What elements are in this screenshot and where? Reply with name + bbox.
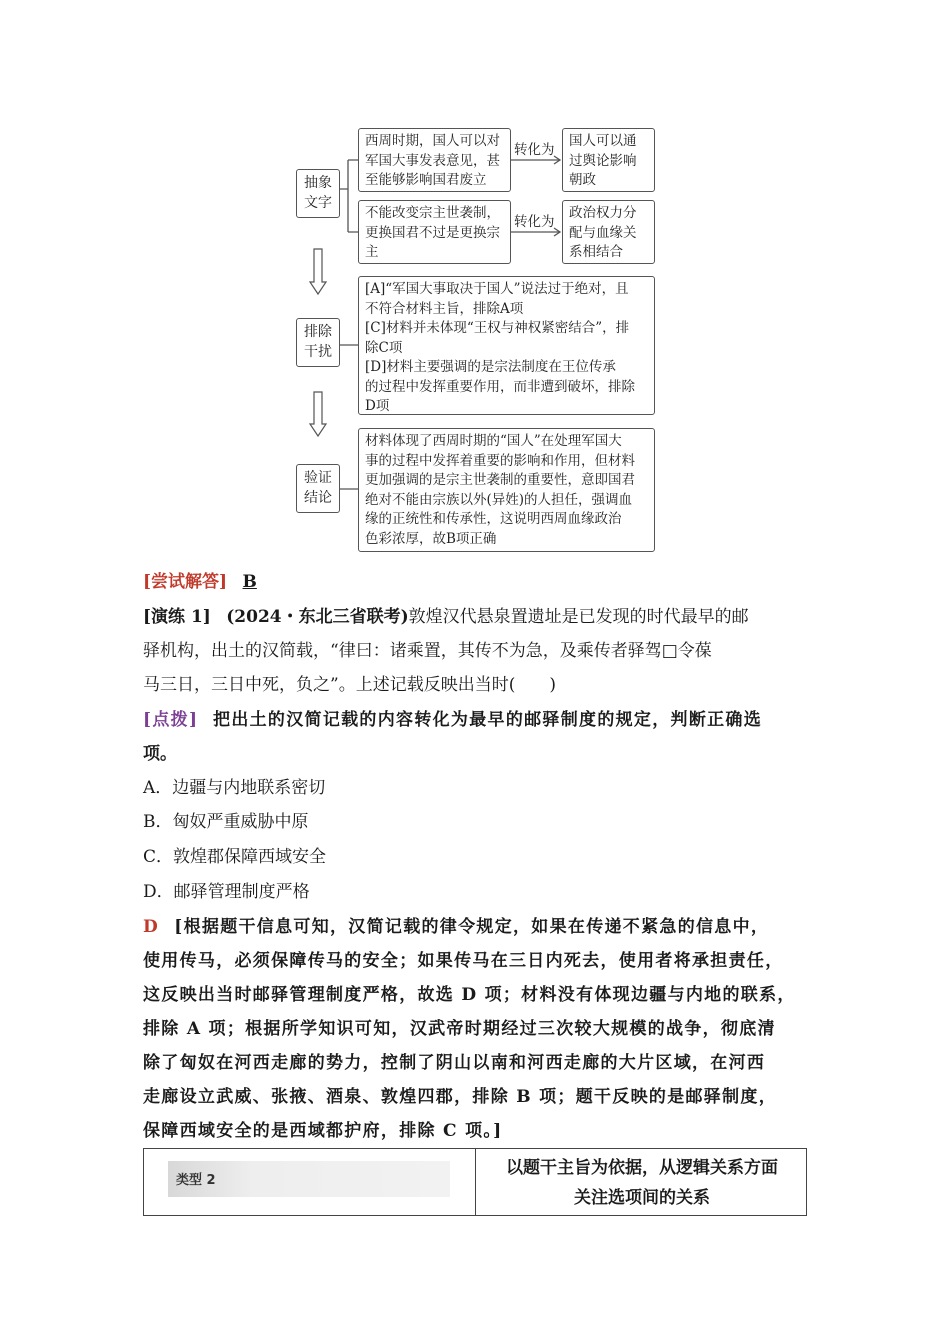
hint-line-1	[143, 703, 811, 737]
answer-line-2: 使用传马，必须保障传马的安全；如果传马在三日内死去，使用者将承担责任，	[143, 951, 784, 971]
hint-line-2: 项。	[143, 744, 177, 764]
option-d[interactable]: D．邮驿管理制度严格	[143, 882, 310, 902]
hint-tag: [点拨]	[143, 710, 199, 730]
bracket-line	[340, 160, 358, 232]
type-section-header	[143, 1148, 807, 1216]
option-a[interactable]: A．边疆与内地联系密切	[143, 778, 326, 798]
answer-text-1: [根据题干信息可知，汉简记载的律令规定，如果在传递不紧急的信息中，	[174, 917, 770, 937]
exercise-tag: [演练 1]	[143, 607, 211, 627]
type-title-line-1: 以题干主旨为依据，从逻辑关系方面	[506, 1158, 778, 1178]
answer-line-7: 保障西域安全的是西域都护府，排除 C 项。]	[143, 1121, 503, 1141]
exclude-line: D项	[365, 398, 390, 414]
attempt-value: B	[242, 572, 257, 592]
verify-line: 缘的正统性和传承性，这说明西周血缘政治	[365, 511, 622, 527]
exercise-source: (2024・东北三省联考)	[226, 607, 409, 627]
exclude-line: 除C项	[365, 339, 403, 356]
exercise-text-1: 敦煌汉代悬泉置遗址是已发现的时代最早的邮	[408, 607, 749, 627]
exclude-line: 不符合材料主旨，排除A项	[365, 300, 524, 317]
attempt-tag: [尝试解答]	[143, 572, 228, 592]
down-arrow-1	[310, 249, 326, 294]
exclude-line: [A]“军国大事取决于国人”说法过于绝对，且	[365, 281, 629, 297]
label-abstract-text: 抽象文字	[296, 169, 340, 218]
label-verify-conclusion: 验证结论	[296, 464, 340, 513]
box-verify	[358, 428, 655, 552]
verify-line: 色彩浓厚，故B项正确	[365, 530, 497, 547]
label-exclude-interference: 排除干扰	[296, 318, 340, 367]
exercise-line-1	[143, 600, 811, 634]
convert-label-1: 转化为	[514, 142, 555, 158]
answer-line-3: 这反映出当时邮驿管理制度严格，故选 D 项；材料没有体现边疆与内地的联系，	[143, 985, 796, 1005]
box-top-right: 国人可以通过舆论影响朝政	[562, 128, 655, 192]
option-c[interactable]: C．敦煌郡保障西域安全	[143, 847, 327, 867]
answer-line-1	[143, 910, 811, 944]
verify-line: 绝对不能由宗族以外(异姓)的人担任，强调血	[365, 491, 633, 508]
exclude-line: [D]材料主要强调的是宗法制度在王位传承	[365, 359, 616, 375]
exercise-line-3: 马三日，三日中死，负之”。上述记载反映出当时( )	[143, 675, 556, 695]
answer-line-5: 除了匈奴在河西走廊的势力，控制了阴山以南和河西走廊的大片区域，在河西	[143, 1053, 766, 1073]
verify-line: 更加强调的是宗主世袭制的重要性，意即国君	[365, 472, 635, 488]
exclude-line: [C]材料并未体现“王权与神权紧密结合”，排	[365, 320, 630, 336]
verify-line: 事的过程中发挥着重要的影响和作用，但材料	[365, 452, 635, 469]
down-arrow-2	[310, 392, 326, 436]
box-mid-right: 政治权力分配与血缘关系相结合	[562, 200, 655, 264]
box-top-left: 西周时期，国人可以对军国大事发表意见，甚至能够影响国君废立	[358, 128, 511, 192]
box-mid-left: 不能改变宗主世袭制，更换国君不过是更换宗主	[358, 200, 511, 264]
type-title-cell	[476, 1149, 808, 1215]
convert-label-2: 转化为	[514, 214, 555, 230]
exercise-line-2: 驿机构，出土的汉简载，“律曰：诸乘置，其传不为急，及乘传者驿驾□令葆	[143, 641, 712, 661]
answer-line-4: 排除 A 项；根据所学知识可知，汉武帝时期经过三次较大规模的战争，彻底清	[143, 1019, 776, 1039]
type-label-cell	[144, 1149, 476, 1215]
type-label: 类型 2	[176, 1173, 216, 1188]
answer-line-6: 走廊设立武威、张掖、酒泉、敦煌四郡，排除 B 项；题干反映的是邮驿制度，	[143, 1087, 778, 1107]
answer-letter: D	[143, 917, 160, 937]
option-b[interactable]: B．匈奴严重威胁中原	[143, 812, 309, 832]
verify-line: 材料体现了西周时期的“国人”在处理军国大	[365, 433, 622, 449]
attempt-answer	[143, 565, 811, 599]
type-title-line-2: 关注选项间的关系	[574, 1188, 710, 1208]
exclude-line: 的过程中发挥重要作用，而非遭到破坏，排除	[365, 378, 635, 395]
hint-text-1: 把出土的汉简记载的内容转化为最早的邮驿制度的规定，判断正确选	[213, 710, 763, 730]
box-exclude	[358, 276, 655, 415]
type-tag-band	[168, 1161, 450, 1197]
